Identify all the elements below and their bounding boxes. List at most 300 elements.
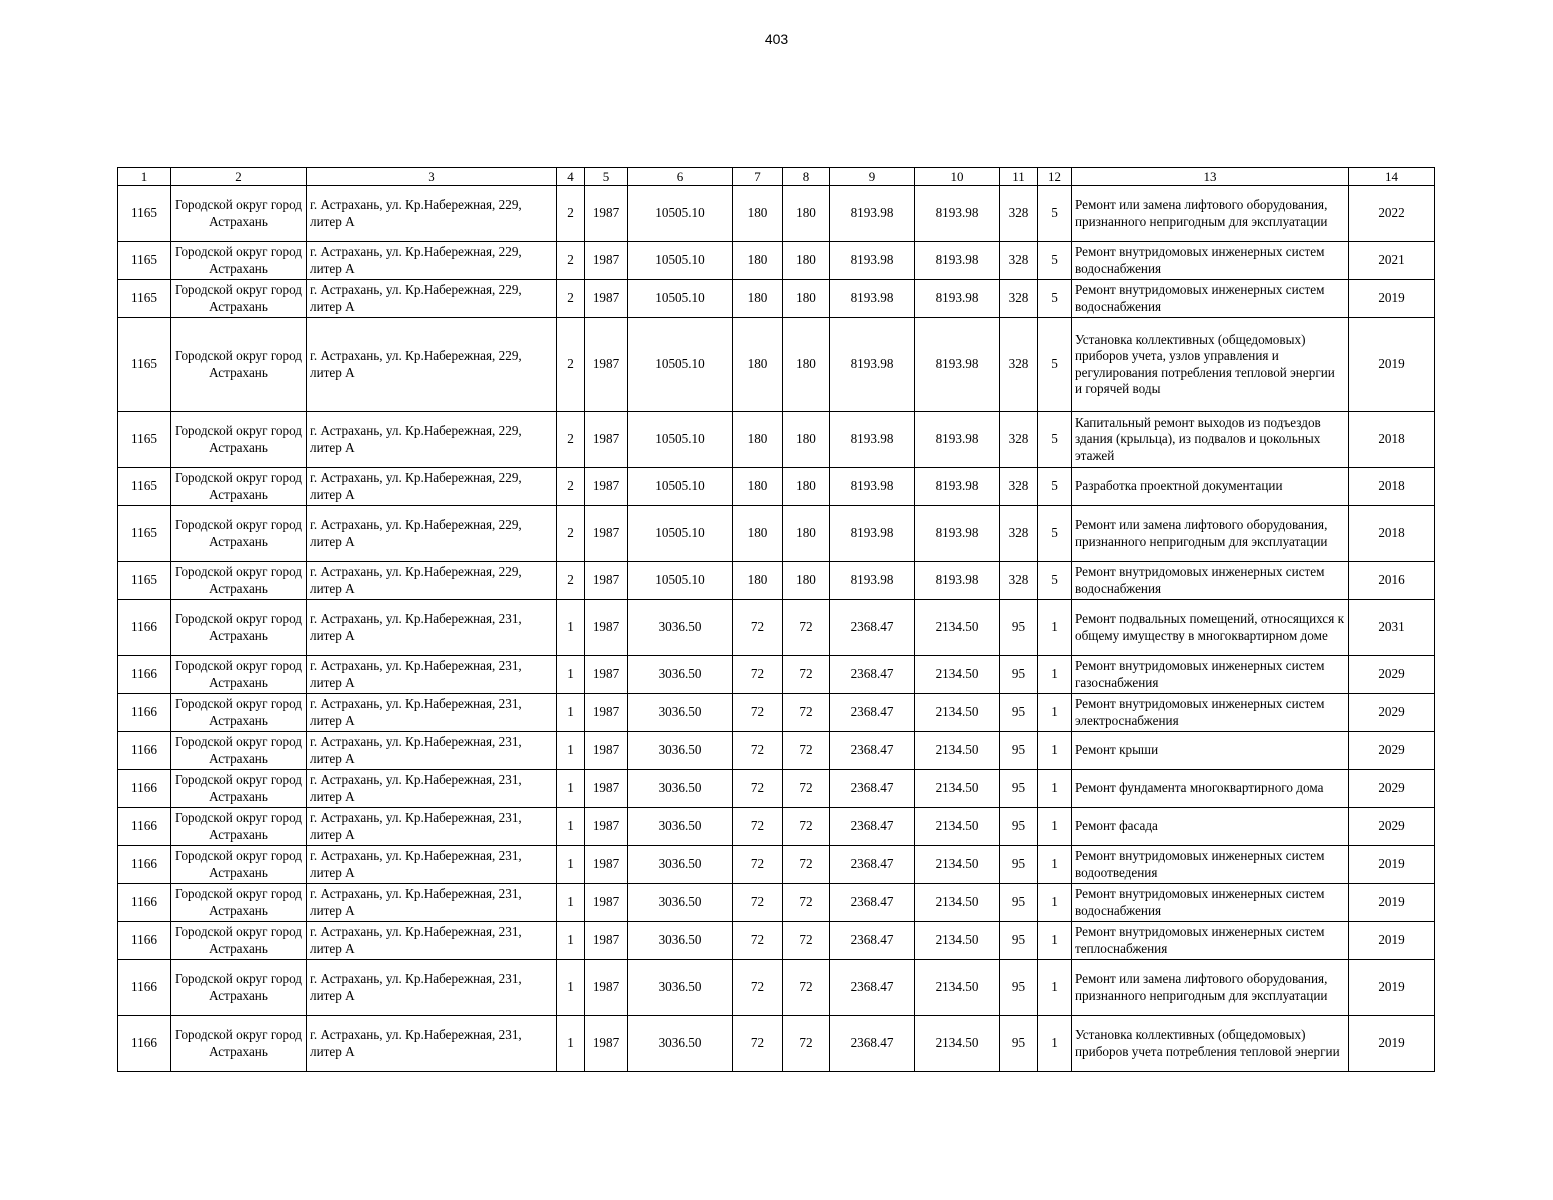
area-cell: 3036.50 bbox=[628, 1016, 733, 1072]
column-number-13: 13 bbox=[1072, 168, 1349, 186]
year-cell: 1987 bbox=[585, 506, 628, 562]
area-cell: 10505.10 bbox=[628, 280, 733, 318]
cell-col-4: 2 bbox=[557, 506, 585, 562]
cell-col-11: 95 bbox=[1000, 846, 1038, 884]
column-number-14: 14 bbox=[1349, 168, 1435, 186]
cell-col-12: 1 bbox=[1038, 694, 1072, 732]
cell-col-10: 2134.50 bbox=[915, 770, 1000, 808]
address-cell: г. Астрахань, ул. Кр.Набережная, 231, литер А bbox=[307, 600, 557, 656]
cell-col-4: 1 bbox=[557, 694, 585, 732]
row-id: 1165 bbox=[118, 242, 171, 280]
cell-col-12: 1 bbox=[1038, 846, 1072, 884]
column-number-4: 4 bbox=[557, 168, 585, 186]
table-row bbox=[118, 732, 1435, 770]
address-cell: г. Астрахань, ул. Кр.Набережная, 231, литер А bbox=[307, 694, 557, 732]
area-cell: 3036.50 bbox=[628, 694, 733, 732]
cell-col-11: 328 bbox=[1000, 412, 1038, 468]
cell-col-8: 72 bbox=[783, 732, 830, 770]
cell-col-10: 8193.98 bbox=[915, 562, 1000, 600]
cell-col-4: 2 bbox=[557, 562, 585, 600]
cell-col-10: 2134.50 bbox=[915, 808, 1000, 846]
area-cell: 10505.10 bbox=[628, 468, 733, 506]
cell-col-12: 5 bbox=[1038, 318, 1072, 412]
cell-col-9: 2368.47 bbox=[830, 1016, 915, 1072]
cell-col-10: 2134.50 bbox=[915, 922, 1000, 960]
cell-col-9: 2368.47 bbox=[830, 600, 915, 656]
work-type-cell: Ремонт внутридомовых инженерных систем водоотведения bbox=[1072, 846, 1349, 884]
row-id: 1165 bbox=[118, 318, 171, 412]
column-number-1: 1 bbox=[118, 168, 171, 186]
work-type-cell: Ремонт внутридомовых инженерных систем газоснабжения bbox=[1072, 656, 1349, 694]
address-cell: г. Астрахань, ул. Кр.Набережная, 231, литер А bbox=[307, 732, 557, 770]
year-cell: 1987 bbox=[585, 656, 628, 694]
row-id: 1166 bbox=[118, 656, 171, 694]
cell-col-7: 72 bbox=[733, 884, 783, 922]
table-row bbox=[118, 960, 1435, 1016]
work-type-cell: Установка коллективных (общедомовых) приборов учета потребления тепловой энергии bbox=[1072, 1016, 1349, 1072]
cell-col-7: 180 bbox=[733, 506, 783, 562]
column-number-6: 6 bbox=[628, 168, 733, 186]
district-cell: Городской округ город Астрахань bbox=[171, 318, 307, 412]
table-body bbox=[118, 186, 1435, 1072]
row-id: 1166 bbox=[118, 922, 171, 960]
cell-col-10: 8193.98 bbox=[915, 186, 1000, 242]
year-cell: 1987 bbox=[585, 280, 628, 318]
address-cell: г. Астрахань, ул. Кр.Набережная, 231, литер А bbox=[307, 1016, 557, 1072]
cell-col-11: 95 bbox=[1000, 770, 1038, 808]
cell-col-8: 72 bbox=[783, 922, 830, 960]
cell-col-11: 95 bbox=[1000, 1016, 1038, 1072]
district-cell: Городской округ город Астрахань bbox=[171, 694, 307, 732]
cell-col-9: 8193.98 bbox=[830, 186, 915, 242]
cell-col-12: 5 bbox=[1038, 280, 1072, 318]
area-cell: 3036.50 bbox=[628, 884, 733, 922]
address-cell: г. Астрахань, ул. Кр.Набережная, 231, литер А bbox=[307, 846, 557, 884]
cell-col-10: 8193.98 bbox=[915, 242, 1000, 280]
address-cell: г. Астрахань, ул. Кр.Набережная, 231, литер А bbox=[307, 884, 557, 922]
planned-year-cell: 2016 bbox=[1349, 562, 1435, 600]
cell-col-8: 72 bbox=[783, 600, 830, 656]
year-cell: 1987 bbox=[585, 922, 628, 960]
cell-col-10: 2134.50 bbox=[915, 732, 1000, 770]
cell-col-7: 180 bbox=[733, 468, 783, 506]
row-id: 1166 bbox=[118, 846, 171, 884]
row-id: 1166 bbox=[118, 808, 171, 846]
cell-col-11: 328 bbox=[1000, 280, 1038, 318]
work-type-cell: Ремонт внутридомовых инженерных систем водоснабжения bbox=[1072, 242, 1349, 280]
work-type-cell: Ремонт внутридомовых инженерных систем теплоснабжения bbox=[1072, 922, 1349, 960]
work-type-cell: Разработка проектной документации bbox=[1072, 468, 1349, 506]
planned-year-cell: 2019 bbox=[1349, 922, 1435, 960]
cell-col-4: 1 bbox=[557, 884, 585, 922]
cell-col-8: 180 bbox=[783, 506, 830, 562]
table-row bbox=[118, 506, 1435, 562]
cell-col-7: 180 bbox=[733, 412, 783, 468]
planned-year-cell: 2019 bbox=[1349, 1016, 1435, 1072]
cell-col-9: 2368.47 bbox=[830, 846, 915, 884]
year-cell: 1987 bbox=[585, 242, 628, 280]
cell-col-4: 1 bbox=[557, 846, 585, 884]
cell-col-8: 72 bbox=[783, 846, 830, 884]
cell-col-10: 2134.50 bbox=[915, 846, 1000, 884]
work-type-cell: Ремонт внутридомовых инженерных систем водоснабжения bbox=[1072, 884, 1349, 922]
capital-repair-table bbox=[117, 167, 1435, 1072]
planned-year-cell: 2019 bbox=[1349, 318, 1435, 412]
column-number-2: 2 bbox=[171, 168, 307, 186]
row-id: 1166 bbox=[118, 1016, 171, 1072]
row-id: 1165 bbox=[118, 506, 171, 562]
planned-year-cell: 2029 bbox=[1349, 694, 1435, 732]
address-cell: г. Астрахань, ул. Кр.Набережная, 229, литер А bbox=[307, 318, 557, 412]
row-id: 1166 bbox=[118, 770, 171, 808]
cell-col-12: 1 bbox=[1038, 1016, 1072, 1072]
table-row bbox=[118, 694, 1435, 732]
table-row bbox=[118, 186, 1435, 242]
table-row bbox=[118, 1016, 1435, 1072]
cell-col-7: 180 bbox=[733, 242, 783, 280]
district-cell: Городской округ город Астрахань bbox=[171, 808, 307, 846]
row-id: 1166 bbox=[118, 960, 171, 1016]
cell-col-11: 328 bbox=[1000, 468, 1038, 506]
district-cell: Городской округ город Астрахань bbox=[171, 884, 307, 922]
address-cell: г. Астрахань, ул. Кр.Набережная, 229, литер А bbox=[307, 412, 557, 468]
table-row bbox=[118, 846, 1435, 884]
area-cell: 3036.50 bbox=[628, 732, 733, 770]
district-cell: Городской округ город Астрахань bbox=[171, 732, 307, 770]
work-type-cell: Ремонт или замена лифтового оборудования, признанного непригодным для эксплуатации bbox=[1072, 186, 1349, 242]
district-cell: Городской округ город Астрахань bbox=[171, 242, 307, 280]
year-cell: 1987 bbox=[585, 186, 628, 242]
cell-col-8: 72 bbox=[783, 1016, 830, 1072]
row-id: 1166 bbox=[118, 732, 171, 770]
cell-col-11: 95 bbox=[1000, 884, 1038, 922]
column-number-7: 7 bbox=[733, 168, 783, 186]
cell-col-11: 328 bbox=[1000, 186, 1038, 242]
cell-col-12: 1 bbox=[1038, 922, 1072, 960]
area-cell: 3036.50 bbox=[628, 808, 733, 846]
cell-col-10: 2134.50 bbox=[915, 656, 1000, 694]
column-number-12: 12 bbox=[1038, 168, 1072, 186]
cell-col-4: 1 bbox=[557, 960, 585, 1016]
cell-col-8: 180 bbox=[783, 468, 830, 506]
row-id: 1166 bbox=[118, 694, 171, 732]
cell-col-8: 72 bbox=[783, 884, 830, 922]
work-type-cell: Ремонт крыши bbox=[1072, 732, 1349, 770]
cell-col-10: 8193.98 bbox=[915, 506, 1000, 562]
cell-col-8: 72 bbox=[783, 770, 830, 808]
area-cell: 10505.10 bbox=[628, 186, 733, 242]
district-cell: Городской округ город Астрахань bbox=[171, 506, 307, 562]
district-cell: Городской округ город Астрахань bbox=[171, 960, 307, 1016]
table-row bbox=[118, 770, 1435, 808]
address-cell: г. Астрахань, ул. Кр.Набережная, 229, литер А bbox=[307, 242, 557, 280]
address-cell: г. Астрахань, ул. Кр.Набережная, 229, литер А bbox=[307, 562, 557, 600]
cell-col-10: 8193.98 bbox=[915, 280, 1000, 318]
cell-col-8: 180 bbox=[783, 242, 830, 280]
cell-col-12: 1 bbox=[1038, 732, 1072, 770]
cell-col-8: 180 bbox=[783, 562, 830, 600]
cell-col-12: 1 bbox=[1038, 808, 1072, 846]
row-id: 1166 bbox=[118, 884, 171, 922]
cell-col-8: 180 bbox=[783, 412, 830, 468]
cell-col-9: 8193.98 bbox=[830, 468, 915, 506]
cell-col-10: 8193.98 bbox=[915, 412, 1000, 468]
cell-col-7: 72 bbox=[733, 960, 783, 1016]
row-id: 1165 bbox=[118, 562, 171, 600]
planned-year-cell: 2018 bbox=[1349, 468, 1435, 506]
address-cell: г. Астрахань, ул. Кр.Набережная, 231, литер А bbox=[307, 922, 557, 960]
cell-col-9: 8193.98 bbox=[830, 318, 915, 412]
cell-col-9: 2368.47 bbox=[830, 960, 915, 1016]
cell-col-8: 72 bbox=[783, 694, 830, 732]
address-cell: г. Астрахань, ул. Кр.Набережная, 229, литер А bbox=[307, 186, 557, 242]
address-cell: г. Астрахань, ул. Кр.Набережная, 229, литер А bbox=[307, 468, 557, 506]
cell-col-12: 5 bbox=[1038, 412, 1072, 468]
cell-col-10: 2134.50 bbox=[915, 1016, 1000, 1072]
cell-col-12: 1 bbox=[1038, 656, 1072, 694]
table-row bbox=[118, 280, 1435, 318]
work-type-cell: Ремонт внутридомовых инженерных систем водоснабжения bbox=[1072, 562, 1349, 600]
cell-col-7: 72 bbox=[733, 808, 783, 846]
area-cell: 3036.50 bbox=[628, 960, 733, 1016]
cell-col-11: 95 bbox=[1000, 922, 1038, 960]
planned-year-cell: 2019 bbox=[1349, 960, 1435, 1016]
column-number-5: 5 bbox=[585, 168, 628, 186]
year-cell: 1987 bbox=[585, 808, 628, 846]
table-row bbox=[118, 412, 1435, 468]
cell-col-12: 5 bbox=[1038, 562, 1072, 600]
cell-col-4: 2 bbox=[557, 412, 585, 468]
area-cell: 3036.50 bbox=[628, 922, 733, 960]
table-row bbox=[118, 468, 1435, 506]
cell-col-10: 8193.98 bbox=[915, 468, 1000, 506]
address-cell: г. Астрахань, ул. Кр.Набережная, 231, литер А bbox=[307, 770, 557, 808]
cell-col-10: 2134.50 bbox=[915, 600, 1000, 656]
cell-col-8: 180 bbox=[783, 186, 830, 242]
cell-col-4: 2 bbox=[557, 280, 585, 318]
district-cell: Городской округ город Астрахань bbox=[171, 412, 307, 468]
cell-col-12: 5 bbox=[1038, 506, 1072, 562]
area-cell: 10505.10 bbox=[628, 562, 733, 600]
cell-col-7: 72 bbox=[733, 732, 783, 770]
area-cell: 10505.10 bbox=[628, 506, 733, 562]
year-cell: 1987 bbox=[585, 412, 628, 468]
address-cell: г. Астрахань, ул. Кр.Набережная, 231, литер А bbox=[307, 656, 557, 694]
row-id: 1166 bbox=[118, 600, 171, 656]
cell-col-9: 2368.47 bbox=[830, 656, 915, 694]
planned-year-cell: 2029 bbox=[1349, 770, 1435, 808]
planned-year-cell: 2031 bbox=[1349, 600, 1435, 656]
cell-col-11: 328 bbox=[1000, 318, 1038, 412]
area-cell: 10505.10 bbox=[628, 318, 733, 412]
cell-col-4: 2 bbox=[557, 242, 585, 280]
planned-year-cell: 2019 bbox=[1349, 280, 1435, 318]
cell-col-7: 180 bbox=[733, 280, 783, 318]
cell-col-12: 1 bbox=[1038, 960, 1072, 1016]
cell-col-7: 72 bbox=[733, 1016, 783, 1072]
year-cell: 1987 bbox=[585, 846, 628, 884]
cell-col-12: 1 bbox=[1038, 770, 1072, 808]
planned-year-cell: 2018 bbox=[1349, 506, 1435, 562]
planned-year-cell: 2029 bbox=[1349, 732, 1435, 770]
work-type-cell: Ремонт фасада bbox=[1072, 808, 1349, 846]
district-cell: Городской округ город Астрахань bbox=[171, 600, 307, 656]
cell-col-9: 8193.98 bbox=[830, 412, 915, 468]
cell-col-7: 72 bbox=[733, 846, 783, 884]
table-row bbox=[118, 242, 1435, 280]
table-row bbox=[118, 600, 1435, 656]
cell-col-12: 1 bbox=[1038, 600, 1072, 656]
area-cell: 3036.50 bbox=[628, 770, 733, 808]
cell-col-7: 180 bbox=[733, 318, 783, 412]
cell-col-11: 328 bbox=[1000, 242, 1038, 280]
cell-col-9: 8193.98 bbox=[830, 242, 915, 280]
row-id: 1165 bbox=[118, 186, 171, 242]
year-cell: 1987 bbox=[585, 600, 628, 656]
column-number-11: 11 bbox=[1000, 168, 1038, 186]
year-cell: 1987 bbox=[585, 732, 628, 770]
district-cell: Городской округ город Астрахань bbox=[171, 468, 307, 506]
cell-col-12: 5 bbox=[1038, 186, 1072, 242]
cell-col-9: 2368.47 bbox=[830, 694, 915, 732]
year-cell: 1987 bbox=[585, 770, 628, 808]
cell-col-8: 72 bbox=[783, 656, 830, 694]
cell-col-12: 1 bbox=[1038, 884, 1072, 922]
area-cell: 10505.10 bbox=[628, 242, 733, 280]
cell-col-4: 2 bbox=[557, 186, 585, 242]
cell-col-11: 328 bbox=[1000, 506, 1038, 562]
year-cell: 1987 bbox=[585, 694, 628, 732]
work-type-cell: Ремонт или замена лифтового оборудования, признанного непригодным для эксплуатации bbox=[1072, 506, 1349, 562]
cell-col-9: 8193.98 bbox=[830, 562, 915, 600]
cell-col-11: 95 bbox=[1000, 656, 1038, 694]
district-cell: Городской округ город Астрахань bbox=[171, 186, 307, 242]
cell-col-11: 95 bbox=[1000, 732, 1038, 770]
cell-col-9: 2368.47 bbox=[830, 732, 915, 770]
cell-col-11: 328 bbox=[1000, 562, 1038, 600]
year-cell: 1987 bbox=[585, 468, 628, 506]
cell-col-9: 2368.47 bbox=[830, 770, 915, 808]
cell-col-8: 72 bbox=[783, 960, 830, 1016]
year-cell: 1987 bbox=[585, 884, 628, 922]
address-cell: г. Астрахань, ул. Кр.Набережная, 231, литер А bbox=[307, 960, 557, 1016]
row-id: 1165 bbox=[118, 280, 171, 318]
cell-col-10: 2134.50 bbox=[915, 884, 1000, 922]
cell-col-7: 180 bbox=[733, 562, 783, 600]
work-type-cell: Ремонт подвальных помещений, относящихся к общему имуществу в многоквартирном доме bbox=[1072, 600, 1349, 656]
cell-col-12: 5 bbox=[1038, 242, 1072, 280]
work-type-cell: Ремонт фундамента многоквартирного дома bbox=[1072, 770, 1349, 808]
district-cell: Городской округ город Астрахань bbox=[171, 846, 307, 884]
cell-col-7: 72 bbox=[733, 770, 783, 808]
district-cell: Городской округ город Астрахань bbox=[171, 562, 307, 600]
district-cell: Городской округ город Астрахань bbox=[171, 922, 307, 960]
address-cell: г. Астрахань, ул. Кр.Набережная, 229, литер А bbox=[307, 506, 557, 562]
cell-col-4: 1 bbox=[557, 732, 585, 770]
cell-col-7: 72 bbox=[733, 600, 783, 656]
row-id: 1165 bbox=[118, 412, 171, 468]
cell-col-11: 95 bbox=[1000, 600, 1038, 656]
cell-col-10: 2134.50 bbox=[915, 694, 1000, 732]
cell-col-4: 1 bbox=[557, 922, 585, 960]
table-row bbox=[118, 318, 1435, 412]
column-number-10: 10 bbox=[915, 168, 1000, 186]
cell-col-11: 95 bbox=[1000, 960, 1038, 1016]
cell-col-7: 72 bbox=[733, 656, 783, 694]
year-cell: 1987 bbox=[585, 562, 628, 600]
cell-col-7: 72 bbox=[733, 694, 783, 732]
cell-col-9: 2368.47 bbox=[830, 884, 915, 922]
table-row bbox=[118, 884, 1435, 922]
column-number-8: 8 bbox=[783, 168, 830, 186]
cell-col-9: 2368.47 bbox=[830, 922, 915, 960]
table-row bbox=[118, 922, 1435, 960]
column-number-row bbox=[118, 168, 1435, 186]
district-cell: Городской округ город Астрахань bbox=[171, 770, 307, 808]
area-cell: 3036.50 bbox=[628, 600, 733, 656]
district-cell: Городской округ город Астрахань bbox=[171, 1016, 307, 1072]
planned-year-cell: 2019 bbox=[1349, 884, 1435, 922]
planned-year-cell: 2029 bbox=[1349, 808, 1435, 846]
address-cell: г. Астрахань, ул. Кр.Набережная, 231, литер А bbox=[307, 808, 557, 846]
year-cell: 1987 bbox=[585, 960, 628, 1016]
cell-col-4: 1 bbox=[557, 808, 585, 846]
work-type-cell: Ремонт или замена лифтового оборудования, признанного непригодным для эксплуатации bbox=[1072, 960, 1349, 1016]
cell-col-4: 1 bbox=[557, 600, 585, 656]
cell-col-8: 72 bbox=[783, 808, 830, 846]
work-type-cell: Капитальный ремонт выходов из подъездов здания (крыльца), из подвалов и цокольных этажей bbox=[1072, 412, 1349, 468]
area-cell: 10505.10 bbox=[628, 412, 733, 468]
cell-col-11: 95 bbox=[1000, 808, 1038, 846]
page-number: 403 bbox=[764, 31, 789, 47]
year-cell: 1987 bbox=[585, 1016, 628, 1072]
planned-year-cell: 2018 bbox=[1349, 412, 1435, 468]
cell-col-9: 2368.47 bbox=[830, 808, 915, 846]
address-cell: г. Астрахань, ул. Кр.Набережная, 229, литер А bbox=[307, 280, 557, 318]
work-type-cell: Ремонт внутридомовых инженерных систем водоснабжения bbox=[1072, 280, 1349, 318]
planned-year-cell: 2022 bbox=[1349, 186, 1435, 242]
planned-year-cell: 2019 bbox=[1349, 846, 1435, 884]
cell-col-4: 2 bbox=[557, 468, 585, 506]
planned-year-cell: 2029 bbox=[1349, 656, 1435, 694]
table-row bbox=[118, 562, 1435, 600]
cell-col-7: 180 bbox=[733, 186, 783, 242]
work-type-cell: Установка коллективных (общедомовых) приборов учета, узлов управления и регулирования потребления тепловой энергии и горячей воды bbox=[1072, 318, 1349, 412]
table-row bbox=[118, 656, 1435, 694]
year-cell: 1987 bbox=[585, 318, 628, 412]
cell-col-9: 8193.98 bbox=[830, 280, 915, 318]
cell-col-4: 1 bbox=[557, 1016, 585, 1072]
area-cell: 3036.50 bbox=[628, 656, 733, 694]
column-number-3: 3 bbox=[307, 168, 557, 186]
district-cell: Городской округ город Астрахань bbox=[171, 656, 307, 694]
cell-col-8: 180 bbox=[783, 280, 830, 318]
cell-col-4: 1 bbox=[557, 770, 585, 808]
cell-col-4: 1 bbox=[557, 656, 585, 694]
column-number-9: 9 bbox=[830, 168, 915, 186]
cell-col-10: 8193.98 bbox=[915, 318, 1000, 412]
planned-year-cell: 2021 bbox=[1349, 242, 1435, 280]
cell-col-9: 8193.98 bbox=[830, 506, 915, 562]
table-row bbox=[118, 808, 1435, 846]
cell-col-7: 72 bbox=[733, 922, 783, 960]
cell-col-12: 5 bbox=[1038, 468, 1072, 506]
area-cell: 3036.50 bbox=[628, 846, 733, 884]
cell-col-4: 2 bbox=[557, 318, 585, 412]
row-id: 1165 bbox=[118, 468, 171, 506]
district-cell: Городской округ город Астрахань bbox=[171, 280, 307, 318]
cell-col-10: 2134.50 bbox=[915, 960, 1000, 1016]
